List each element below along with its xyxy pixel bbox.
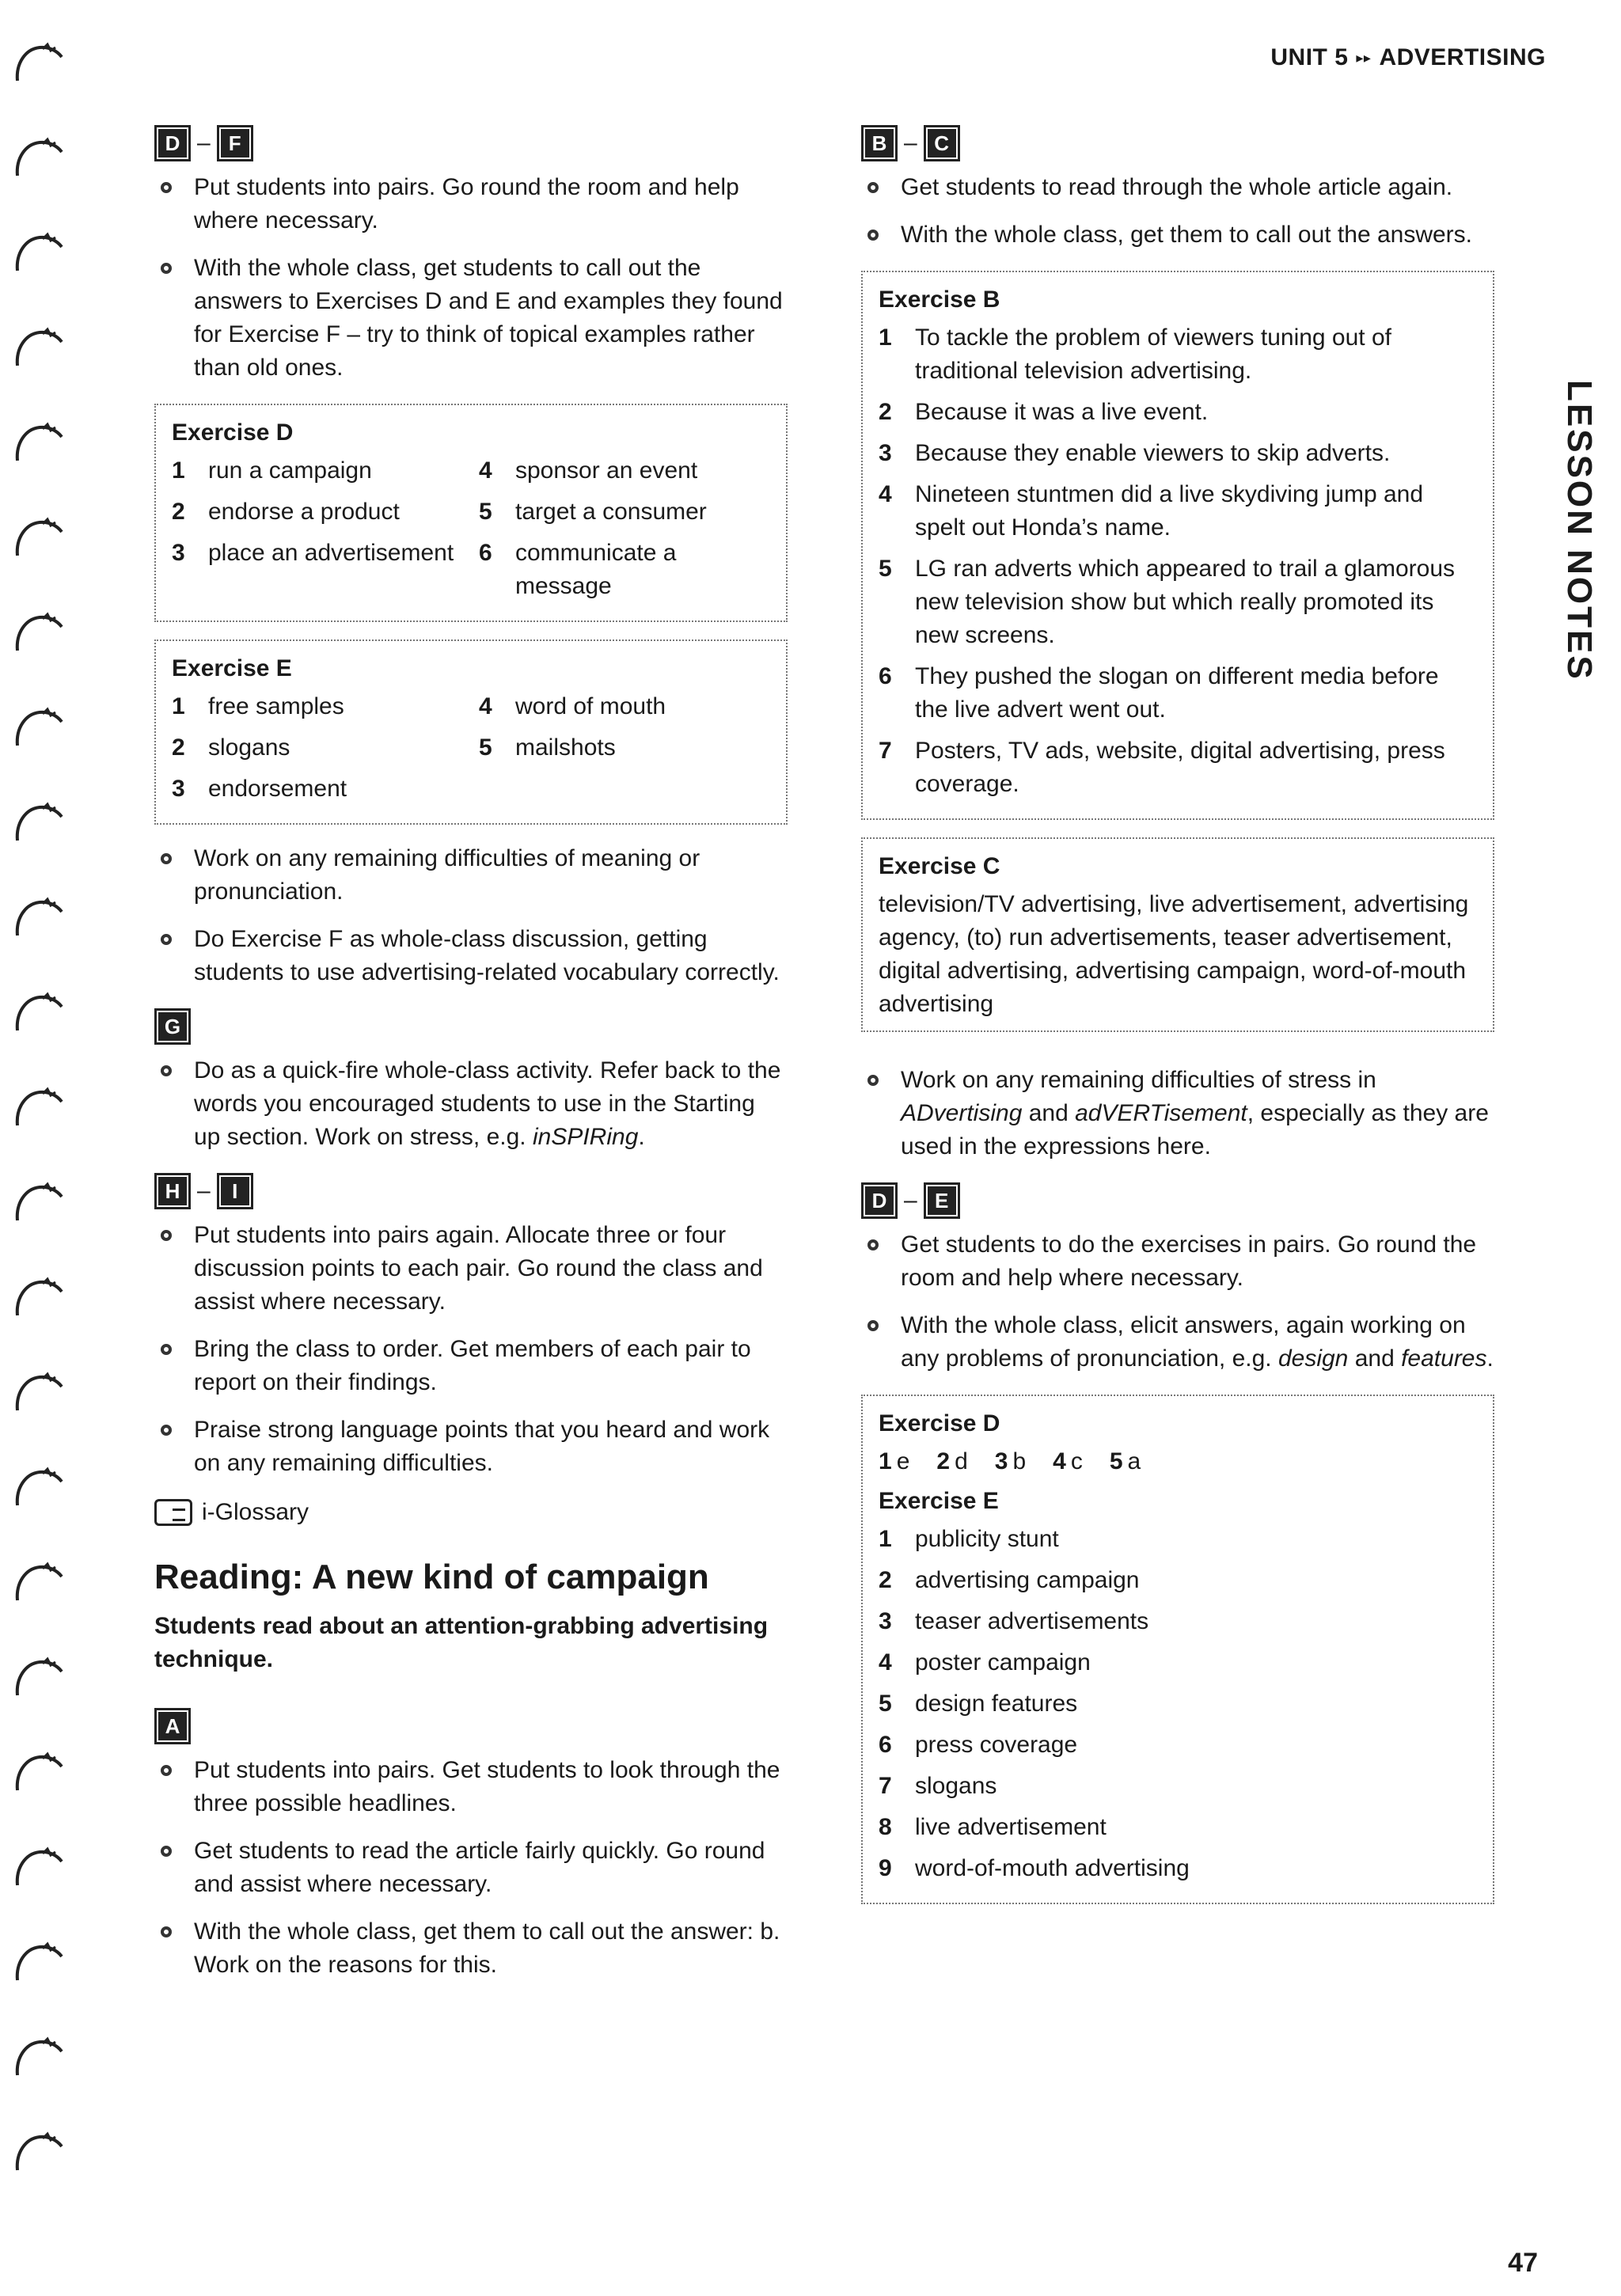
stress-example: ADvertising	[901, 1100, 1023, 1126]
answer-number: 3	[172, 776, 185, 802]
bullet-icon	[867, 230, 879, 241]
bullet-text: Get students to do the exercises in pairs. Go round the room and help where necessary.	[901, 1231, 1477, 1291]
bullet-text: Get students to read through the whole article again.	[901, 174, 1453, 200]
answer-text: sponsor an event	[515, 457, 698, 484]
answer-pair	[936, 1445, 967, 1478]
answer-number: 1	[172, 457, 185, 484]
answer-text: word-of-mouth advertising	[915, 1855, 1190, 1881]
exercise-badge: D	[861, 1182, 898, 1219]
answer-text: free samples	[208, 693, 344, 719]
box-title: Exercise E	[879, 1488, 999, 1514]
answer-item	[479, 454, 770, 488]
answer-item	[879, 734, 1477, 801]
answer-number: 2	[172, 499, 185, 525]
answer-item	[172, 690, 463, 723]
double-arrow-icon: ▸▸	[1356, 50, 1372, 66]
answer-number: 7	[879, 1773, 892, 1799]
answer-text: poster campaign	[915, 1649, 1091, 1676]
box-title: Exercise D	[879, 1410, 1000, 1436]
answer-pair	[995, 1445, 1026, 1478]
list-item	[154, 1414, 788, 1480]
answer-text: run a campaign	[208, 457, 372, 484]
list-item	[154, 1219, 788, 1319]
range-dash: –	[197, 1178, 211, 1204]
answer-number: 4	[879, 481, 892, 507]
bullet-text: Praise strong language points that you heard and work on any remaining difficulties.	[194, 1417, 770, 1476]
section-subtitle: Students read about an attention-grabbing advertising technique.	[154, 1613, 769, 1672]
bullet-text: With the whole class, get them to call out the answer: b. Work on the reasons for this.	[194, 1918, 780, 1978]
list-item	[154, 1754, 788, 1820]
exercise-badge: A	[154, 1708, 191, 1744]
answer-number: 5	[1109, 1448, 1123, 1474]
bullet-icon	[161, 1425, 172, 1436]
answer-text: design features	[915, 1691, 1078, 1717]
answer-text: publicity stunt	[915, 1526, 1059, 1552]
right-column	[861, 125, 1494, 1922]
topic-label: ADVERTISING	[1379, 44, 1546, 70]
answer-text: Posters, TV ads, website, digital advertising, press coverage.	[915, 738, 1445, 797]
list-item	[154, 252, 788, 385]
bullet-icon	[161, 1230, 172, 1241]
answer-item	[879, 478, 1477, 545]
exercise-badge: I	[217, 1173, 253, 1209]
answer-number: 2	[879, 1567, 892, 1593]
bullet-icon	[161, 1765, 172, 1776]
answer-text: word of mouth	[515, 693, 666, 719]
list-item	[154, 1835, 788, 1901]
section-head-a	[154, 1708, 788, 1744]
answer-grid	[172, 690, 770, 814]
bullet-text: and	[1348, 1345, 1402, 1372]
answer-text: To tackle the problem of viewers tuning out of traditional television advertising.	[915, 324, 1391, 384]
answer-number: 5	[879, 1691, 892, 1717]
answer-item	[479, 690, 770, 723]
answer-number: 4	[479, 693, 492, 719]
binding-ring-icon	[11, 704, 66, 752]
bullet-text: Put students into pairs. Get students to look through the three possible headlines.	[194, 1757, 780, 1816]
answer-item	[879, 1811, 1477, 1844]
answer-number: 9	[879, 1855, 892, 1881]
answer-letter: b	[1012, 1448, 1027, 1474]
answer-text: target a consumer	[515, 499, 707, 525]
answer-text: endorsement	[208, 776, 347, 802]
running-head	[1270, 44, 1546, 71]
stress-example: adVERTisement	[1075, 1100, 1247, 1126]
stress-example: inSPIRing	[532, 1124, 639, 1150]
answer-box-exercise-b	[861, 271, 1494, 820]
binding-ring-icon	[11, 514, 66, 562]
answer-text: endorse a product	[208, 499, 400, 525]
bullet-icon	[867, 182, 879, 193]
section-head-g	[154, 1008, 788, 1045]
answer-text: mailshots	[515, 734, 616, 761]
answer-pair	[1053, 1445, 1083, 1478]
answer-text: LG ran adverts which appeared to trail a glamorous new television show but which really promoted its new screens.	[915, 556, 1456, 648]
bullet-text: Put students into pairs again. Allocate three or four discussion points to each pair. Go round the class and assist where necessary.	[194, 1222, 763, 1315]
answer-text: television/TV advertising, live advertisement, advertising agency, (to) run advertisements, teaser advertisement, digital advertising, advertising campaign, word-of-mouth advertising	[879, 891, 1469, 1017]
answer-item	[479, 537, 770, 603]
binding-ring-icon	[11, 989, 66, 1037]
answer-number: 8	[879, 1814, 892, 1840]
binding-ring-icon	[11, 1654, 66, 1702]
exercise-badge: F	[217, 125, 253, 161]
binding-ring-icon	[11, 1939, 66, 1987]
answer-item	[479, 731, 770, 765]
answer-item	[879, 1852, 1477, 1885]
bullet-icon	[161, 1344, 172, 1355]
binding-ring-icon	[11, 894, 66, 942]
answer-letter: d	[955, 1448, 968, 1474]
answer-number: 3	[172, 540, 185, 566]
binding-ring-icon	[11, 324, 66, 372]
answer-item	[879, 1770, 1477, 1803]
side-tab-lesson-notes: LESSON NOTES	[1560, 380, 1599, 681]
binding-ring-icon	[11, 1464, 66, 1512]
answer-box-exercises-d-e	[861, 1395, 1494, 1904]
bullet-list	[154, 1054, 788, 1154]
answer-text: advertising campaign	[915, 1567, 1140, 1593]
list-item	[861, 218, 1494, 252]
answer-text: Nineteen stuntmen did a live skydiving jump and spelt out Honda’s name.	[915, 481, 1424, 541]
answer-item	[879, 321, 1477, 388]
bullet-list	[861, 171, 1494, 252]
answer-text: Because they enable viewers to skip adverts.	[915, 440, 1391, 466]
answer-number: 5	[879, 556, 892, 582]
pronunciation-example: features	[1401, 1345, 1487, 1372]
list-item	[861, 1228, 1494, 1295]
binding-ring-icon	[11, 799, 66, 847]
bullet-text: Put students into pairs. Go round the room and help where necessary.	[194, 174, 739, 233]
bullet-icon	[161, 853, 172, 864]
answer-number: 7	[879, 738, 892, 764]
exercise-badge: C	[924, 125, 960, 161]
pronunciation-example: design	[1277, 1345, 1349, 1372]
answer-text: place an advertisement	[208, 540, 454, 566]
answer-letter: c	[1070, 1448, 1083, 1474]
answer-number: 6	[479, 540, 492, 566]
bullet-list	[861, 1064, 1494, 1163]
list-item	[154, 1915, 788, 1982]
answer-letter: a	[1127, 1448, 1141, 1474]
binding-ring-icon	[11, 2129, 66, 2176]
answer-number: 3	[879, 440, 892, 466]
list-item	[154, 842, 788, 909]
spiral-binding	[11, 24, 74, 2256]
answer-item	[879, 1605, 1477, 1638]
bullet-list	[154, 171, 788, 385]
answer-text: Because it was a live event.	[915, 399, 1209, 425]
answer-item	[172, 537, 463, 603]
answer-item	[879, 396, 1477, 429]
answer-number: 1	[879, 324, 892, 351]
bullet-list	[861, 1228, 1494, 1376]
bullet-list	[154, 1219, 788, 1480]
answer-number: 1	[879, 1448, 892, 1474]
answer-number: 2	[172, 734, 185, 761]
answer-letter: e	[896, 1448, 910, 1474]
answer-number: 5	[479, 499, 492, 525]
section-head-d-f	[154, 125, 788, 161]
unit-label: UNIT 5	[1270, 44, 1349, 70]
answer-number: 1	[879, 1526, 892, 1552]
answer-item	[879, 552, 1477, 652]
answer-number: 4	[879, 1649, 892, 1676]
answer-number: 4	[479, 457, 492, 484]
answer-text: live advertisement	[915, 1814, 1107, 1840]
exercise-badge: E	[924, 1182, 960, 1219]
answer-box-exercise-e	[154, 639, 788, 825]
answer-pair	[879, 1445, 909, 1478]
bullet-icon	[161, 182, 172, 193]
binding-ring-icon	[11, 2034, 66, 2082]
box-title: Exercise E	[172, 655, 292, 681]
answer-item	[879, 437, 1477, 470]
answer-number: 2	[936, 1448, 951, 1474]
answer-text: teaser advertisements	[915, 1608, 1149, 1634]
resource-label: i-Glossary	[202, 1499, 309, 1525]
bullet-text: .	[638, 1124, 645, 1150]
answer-number: 3	[879, 1608, 892, 1634]
section-head-b-c	[861, 125, 1494, 161]
bullet-text: Work on any remaining difficulties of stress in	[901, 1067, 1376, 1093]
bullet-text: Bring the class to order. Get members of each pair to report on their findings.	[194, 1336, 751, 1395]
answer-box-exercise-c	[861, 837, 1494, 1032]
answer-item	[879, 1687, 1477, 1721]
answer-number: 6	[879, 663, 892, 689]
binding-ring-icon	[11, 1369, 66, 1417]
bullet-icon	[161, 263, 172, 274]
glossary-icon	[154, 1499, 192, 1526]
answer-grid	[172, 454, 770, 611]
answer-item	[879, 1523, 1477, 1556]
answer-number: 2	[879, 399, 892, 425]
binding-ring-icon	[11, 1559, 66, 1607]
answer-number: 6	[879, 1732, 892, 1758]
bullet-icon	[161, 1065, 172, 1076]
section-title-reading: Reading: A new kind of campaign	[154, 1558, 709, 1596]
answer-item	[879, 1646, 1477, 1679]
section-head-d-e	[861, 1182, 1494, 1219]
list-item	[154, 171, 788, 237]
answer-number: 4	[1053, 1448, 1066, 1474]
bullet-list	[154, 842, 788, 989]
binding-ring-icon	[11, 230, 66, 277]
binding-ring-icon	[11, 40, 66, 87]
bullet-text: and	[1022, 1100, 1076, 1126]
binding-ring-icon	[11, 419, 66, 467]
answer-row	[879, 1445, 1477, 1478]
box-title: Exercise C	[879, 853, 1000, 879]
answer-item	[879, 1729, 1477, 1762]
bullet-text: Do as a quick-fire whole-class activity. Refer back to the words you encouraged students to use in the Starting up section. Work on stress, e.g.	[194, 1057, 781, 1150]
binding-ring-icon	[11, 1844, 66, 1892]
bullet-text: Work on any remaining difficulties of meaning or pronunciation.	[194, 845, 700, 905]
exercise-badge: D	[154, 125, 191, 161]
bullet-icon	[867, 1075, 879, 1086]
range-dash: –	[904, 130, 917, 156]
bullet-icon	[161, 1926, 172, 1937]
answer-item	[879, 660, 1477, 727]
bullet-text: With the whole class, get them to call out the answers.	[901, 222, 1473, 248]
exercise-badge: B	[861, 125, 898, 161]
answer-text: slogans	[208, 734, 290, 761]
exercise-badge: H	[154, 1173, 191, 1209]
answer-number: 5	[479, 734, 492, 761]
answer-item	[172, 731, 463, 765]
list-item	[154, 1054, 788, 1154]
range-dash: –	[197, 130, 211, 156]
list-item	[861, 171, 1494, 204]
answer-text: slogans	[915, 1773, 997, 1799]
list-item	[154, 1333, 788, 1399]
left-column	[154, 125, 788, 2001]
box-title: Exercise B	[879, 287, 1000, 313]
binding-ring-icon	[11, 1274, 66, 1322]
answer-text: communicate a message	[515, 540, 677, 599]
bullet-text: Do Exercise F as whole-class discussion, getting students to use advertising-related vocabulary correctly.	[194, 926, 780, 985]
answer-item	[172, 495, 463, 529]
list-item	[154, 923, 788, 989]
list-item	[861, 1064, 1494, 1163]
resource-glossary	[154, 1499, 788, 1526]
exercise-badge: G	[154, 1008, 191, 1045]
bullet-icon	[867, 1320, 879, 1331]
answer-item	[172, 772, 463, 806]
list-item	[861, 1309, 1494, 1376]
answer-text: They pushed the slogan on different media before the live advert went out.	[915, 663, 1439, 723]
binding-ring-icon	[11, 1749, 66, 1797]
bullet-icon	[161, 934, 172, 945]
bullet-icon	[161, 1846, 172, 1857]
range-dash: –	[904, 1187, 917, 1213]
binding-ring-icon	[11, 1084, 66, 1132]
answer-pair	[1110, 1445, 1141, 1478]
binding-ring-icon	[11, 135, 66, 182]
bullet-text: With the whole class, get students to call out the answers to Exercises D and E and examples they found for Exercise F – try to think of topical examples rather than old ones.	[194, 255, 783, 381]
answer-number: 3	[994, 1448, 1008, 1474]
bullet-text: , especially as they are used in the expressions here.	[901, 1100, 1489, 1159]
answer-item	[879, 1564, 1477, 1597]
page-number: 47	[1508, 2248, 1538, 2278]
bullet-list	[154, 1754, 788, 1982]
bullet-text: Get students to read the article fairly quickly. Go round and assist where necessary.	[194, 1838, 765, 1897]
bullet-text: .	[1486, 1345, 1494, 1372]
answer-number: 1	[172, 693, 185, 719]
answer-item	[172, 454, 463, 488]
answer-text: press coverage	[915, 1732, 1078, 1758]
bullet-text: With the whole class, elicit answers, again working on any problems of pronunciation, e.g.	[901, 1312, 1466, 1372]
answer-item	[479, 495, 770, 529]
section-head-h-i	[154, 1173, 788, 1209]
bullet-icon	[867, 1239, 879, 1250]
binding-ring-icon	[11, 1179, 66, 1227]
answer-box-exercise-d	[154, 404, 788, 622]
binding-ring-icon	[11, 609, 66, 657]
box-title: Exercise D	[172, 419, 294, 446]
